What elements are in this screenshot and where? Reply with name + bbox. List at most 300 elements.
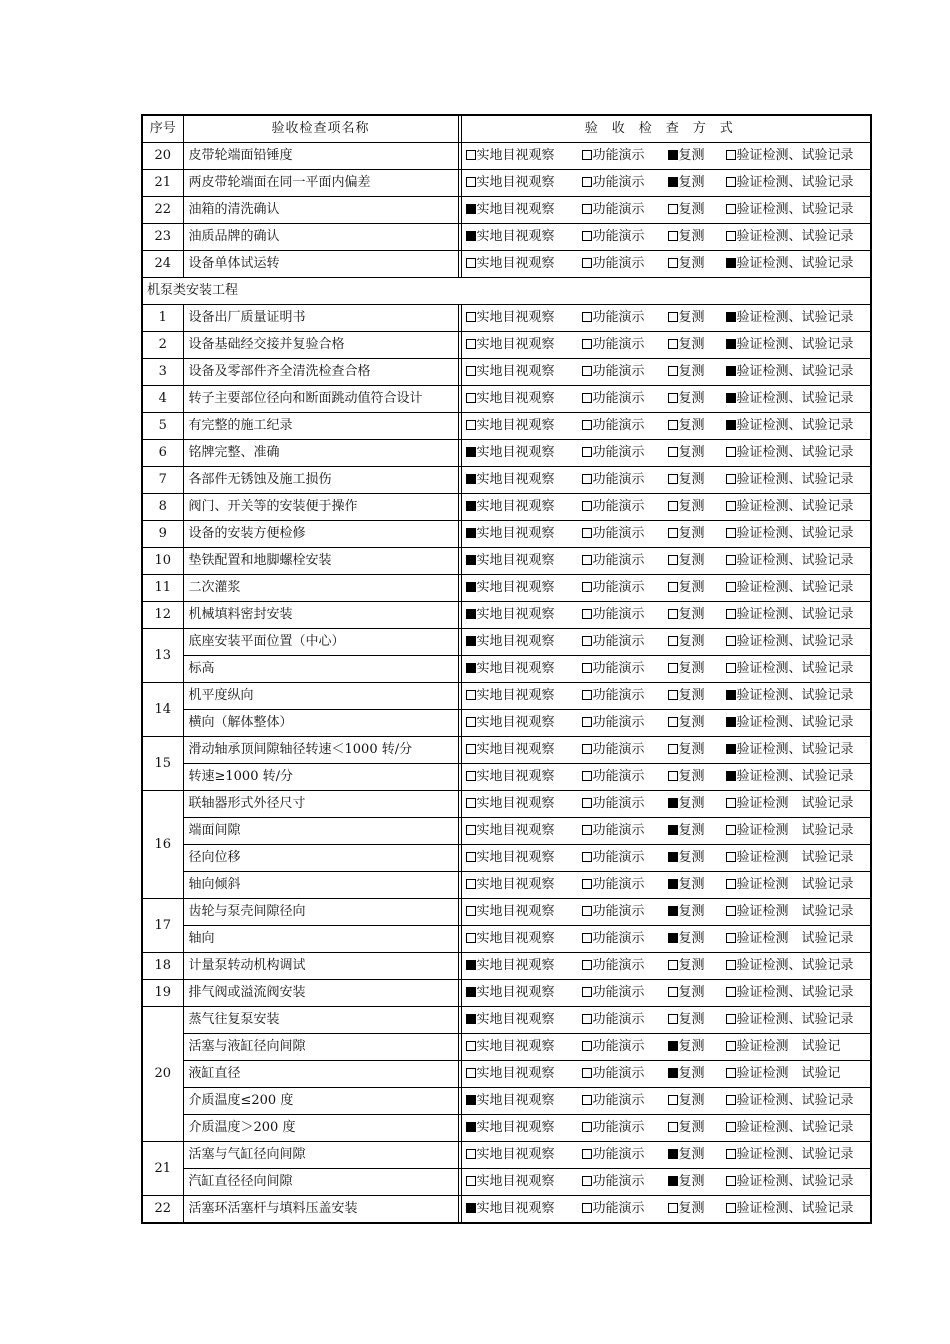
method-option[interactable] bbox=[466, 467, 555, 493]
method-option[interactable] bbox=[582, 143, 645, 169]
method-option[interactable] bbox=[582, 386, 645, 412]
method-option[interactable] bbox=[582, 575, 645, 601]
method-option[interactable] bbox=[582, 1088, 645, 1114]
method-option[interactable] bbox=[466, 1007, 555, 1033]
method-option[interactable] bbox=[582, 710, 645, 736]
checkbox-unchecked-icon[interactable] bbox=[668, 609, 678, 619]
checkbox-checked-icon[interactable] bbox=[466, 204, 476, 214]
method-option[interactable] bbox=[582, 899, 645, 925]
method-option[interactable] bbox=[582, 1007, 645, 1033]
checkbox-unchecked-icon[interactable] bbox=[466, 339, 476, 349]
method-option[interactable] bbox=[466, 737, 555, 763]
method-option[interactable] bbox=[668, 197, 705, 223]
checkbox-unchecked-icon[interactable] bbox=[668, 447, 678, 457]
method-option[interactable] bbox=[466, 872, 555, 898]
checkbox-checked-icon[interactable] bbox=[726, 258, 736, 268]
method-option[interactable] bbox=[466, 1088, 555, 1114]
checkbox-unchecked-icon[interactable] bbox=[726, 1068, 736, 1078]
method-option[interactable] bbox=[726, 1196, 854, 1222]
checkbox-unchecked-icon[interactable] bbox=[668, 960, 678, 970]
checkbox-unchecked-icon[interactable] bbox=[582, 825, 592, 835]
checkbox-unchecked-icon[interactable] bbox=[668, 420, 678, 430]
checkbox-unchecked-icon[interactable] bbox=[466, 690, 476, 700]
checkbox-unchecked-icon[interactable] bbox=[668, 690, 678, 700]
method-option[interactable] bbox=[466, 143, 555, 169]
checkbox-unchecked-icon[interactable] bbox=[466, 906, 476, 916]
method-option[interactable] bbox=[466, 818, 555, 844]
method-option[interactable] bbox=[668, 845, 705, 871]
method-option[interactable] bbox=[726, 1061, 841, 1087]
method-option[interactable] bbox=[582, 872, 645, 898]
method-option[interactable] bbox=[726, 575, 854, 601]
checkbox-unchecked-icon[interactable] bbox=[726, 447, 736, 457]
checkbox-unchecked-icon[interactable] bbox=[726, 987, 736, 997]
checkbox-unchecked-icon[interactable] bbox=[582, 528, 592, 538]
checkbox-checked-icon[interactable] bbox=[466, 1203, 476, 1213]
method-option[interactable] bbox=[466, 980, 555, 1006]
method-option[interactable] bbox=[668, 818, 705, 844]
checkbox-checked-icon[interactable] bbox=[668, 150, 678, 160]
method-option[interactable] bbox=[726, 602, 854, 628]
method-option[interactable] bbox=[668, 521, 705, 547]
checkbox-unchecked-icon[interactable] bbox=[726, 1149, 736, 1159]
method-option[interactable] bbox=[726, 710, 854, 736]
method-option[interactable] bbox=[582, 332, 645, 358]
checkbox-checked-icon[interactable] bbox=[726, 717, 736, 727]
checkbox-unchecked-icon[interactable] bbox=[582, 1176, 592, 1186]
checkbox-checked-icon[interactable] bbox=[668, 879, 678, 889]
checkbox-unchecked-icon[interactable] bbox=[582, 636, 592, 646]
checkbox-unchecked-icon[interactable] bbox=[582, 690, 592, 700]
checkbox-checked-icon[interactable] bbox=[466, 636, 476, 646]
checkbox-checked-icon[interactable] bbox=[726, 771, 736, 781]
checkbox-unchecked-icon[interactable] bbox=[668, 474, 678, 484]
checkbox-unchecked-icon[interactable] bbox=[726, 528, 736, 538]
checkbox-checked-icon[interactable] bbox=[668, 1176, 678, 1186]
checkbox-unchecked-icon[interactable] bbox=[466, 177, 476, 187]
checkbox-unchecked-icon[interactable] bbox=[582, 879, 592, 889]
method-option[interactable] bbox=[726, 413, 854, 439]
checkbox-unchecked-icon[interactable] bbox=[466, 258, 476, 268]
method-option[interactable] bbox=[668, 1007, 705, 1033]
checkbox-unchecked-icon[interactable] bbox=[582, 798, 592, 808]
checkbox-checked-icon[interactable] bbox=[668, 825, 678, 835]
method-option[interactable] bbox=[582, 305, 645, 331]
checkbox-checked-icon[interactable] bbox=[726, 744, 736, 754]
checkbox-unchecked-icon[interactable] bbox=[582, 501, 592, 511]
method-option[interactable] bbox=[668, 332, 705, 358]
method-option[interactable] bbox=[726, 1142, 854, 1168]
method-option[interactable] bbox=[582, 521, 645, 547]
checkbox-unchecked-icon[interactable] bbox=[582, 609, 592, 619]
method-option[interactable] bbox=[466, 548, 555, 574]
checkbox-unchecked-icon[interactable] bbox=[582, 1149, 592, 1159]
method-option[interactable] bbox=[466, 1169, 555, 1195]
method-option[interactable] bbox=[726, 521, 854, 547]
checkbox-unchecked-icon[interactable] bbox=[668, 366, 678, 376]
checkbox-checked-icon[interactable] bbox=[466, 555, 476, 565]
method-option[interactable] bbox=[668, 710, 705, 736]
method-option[interactable] bbox=[726, 467, 854, 493]
checkbox-unchecked-icon[interactable] bbox=[582, 1203, 592, 1213]
method-option[interactable] bbox=[726, 494, 854, 520]
method-option[interactable] bbox=[726, 872, 854, 898]
method-option[interactable] bbox=[668, 953, 705, 979]
method-option[interactable] bbox=[668, 1169, 705, 1195]
method-option[interactable] bbox=[466, 764, 555, 790]
checkbox-unchecked-icon[interactable] bbox=[726, 1041, 736, 1051]
checkbox-unchecked-icon[interactable] bbox=[726, 1014, 736, 1024]
checkbox-unchecked-icon[interactable] bbox=[726, 1176, 736, 1186]
checkbox-checked-icon[interactable] bbox=[668, 933, 678, 943]
method-option[interactable] bbox=[466, 683, 555, 709]
checkbox-checked-icon[interactable] bbox=[726, 339, 736, 349]
checkbox-checked-icon[interactable] bbox=[466, 987, 476, 997]
checkbox-unchecked-icon[interactable] bbox=[582, 663, 592, 673]
checkbox-unchecked-icon[interactable] bbox=[466, 825, 476, 835]
method-option[interactable] bbox=[466, 629, 555, 655]
method-option[interactable] bbox=[668, 548, 705, 574]
checkbox-unchecked-icon[interactable] bbox=[668, 555, 678, 565]
method-option[interactable] bbox=[466, 386, 555, 412]
checkbox-checked-icon[interactable] bbox=[466, 1014, 476, 1024]
checkbox-unchecked-icon[interactable] bbox=[668, 663, 678, 673]
checkbox-unchecked-icon[interactable] bbox=[582, 1068, 592, 1078]
checkbox-unchecked-icon[interactable] bbox=[466, 1068, 476, 1078]
checkbox-unchecked-icon[interactable] bbox=[466, 1149, 476, 1159]
method-option[interactable] bbox=[466, 521, 555, 547]
method-option[interactable] bbox=[726, 1169, 854, 1195]
checkbox-unchecked-icon[interactable] bbox=[668, 393, 678, 403]
method-option[interactable] bbox=[726, 818, 854, 844]
method-option[interactable] bbox=[582, 224, 645, 250]
method-option[interactable] bbox=[668, 629, 705, 655]
method-option[interactable] bbox=[466, 791, 555, 817]
checkbox-unchecked-icon[interactable] bbox=[466, 393, 476, 403]
checkbox-checked-icon[interactable] bbox=[466, 1095, 476, 1105]
method-option[interactable] bbox=[582, 1196, 645, 1222]
method-option[interactable] bbox=[726, 764, 854, 790]
checkbox-unchecked-icon[interactable] bbox=[668, 636, 678, 646]
method-option[interactable] bbox=[668, 440, 705, 466]
method-option[interactable] bbox=[466, 1061, 555, 1087]
method-option[interactable] bbox=[582, 953, 645, 979]
checkbox-unchecked-icon[interactable] bbox=[726, 609, 736, 619]
method-option[interactable] bbox=[466, 602, 555, 628]
method-option[interactable] bbox=[668, 467, 705, 493]
method-option[interactable] bbox=[582, 170, 645, 196]
checkbox-unchecked-icon[interactable] bbox=[582, 960, 592, 970]
checkbox-unchecked-icon[interactable] bbox=[726, 960, 736, 970]
method-option[interactable] bbox=[726, 737, 854, 763]
checkbox-unchecked-icon[interactable] bbox=[668, 1203, 678, 1213]
method-option[interactable] bbox=[668, 386, 705, 412]
checkbox-unchecked-icon[interactable] bbox=[466, 1176, 476, 1186]
method-option[interactable] bbox=[466, 845, 555, 871]
method-option[interactable] bbox=[668, 143, 705, 169]
method-option[interactable] bbox=[582, 440, 645, 466]
checkbox-unchecked-icon[interactable] bbox=[582, 852, 592, 862]
method-option[interactable] bbox=[668, 1142, 705, 1168]
method-option[interactable] bbox=[726, 332, 854, 358]
checkbox-unchecked-icon[interactable] bbox=[582, 258, 592, 268]
checkbox-unchecked-icon[interactable] bbox=[582, 366, 592, 376]
method-option[interactable] bbox=[668, 413, 705, 439]
checkbox-unchecked-icon[interactable] bbox=[466, 717, 476, 727]
method-option[interactable] bbox=[726, 197, 854, 223]
method-option[interactable] bbox=[582, 926, 645, 952]
method-option[interactable] bbox=[726, 386, 854, 412]
method-option[interactable] bbox=[668, 764, 705, 790]
checkbox-unchecked-icon[interactable] bbox=[582, 933, 592, 943]
checkbox-unchecked-icon[interactable] bbox=[668, 1122, 678, 1132]
checkbox-unchecked-icon[interactable] bbox=[726, 501, 736, 511]
checkbox-unchecked-icon[interactable] bbox=[726, 474, 736, 484]
checkbox-unchecked-icon[interactable] bbox=[582, 1041, 592, 1051]
method-option[interactable] bbox=[726, 899, 854, 925]
method-option[interactable] bbox=[466, 1115, 555, 1141]
method-option[interactable] bbox=[466, 251, 555, 277]
method-option[interactable] bbox=[668, 683, 705, 709]
checkbox-checked-icon[interactable] bbox=[668, 852, 678, 862]
method-option[interactable] bbox=[668, 1061, 705, 1087]
method-option[interactable] bbox=[582, 413, 645, 439]
checkbox-unchecked-icon[interactable] bbox=[466, 150, 476, 160]
checkbox-unchecked-icon[interactable] bbox=[726, 798, 736, 808]
method-option[interactable] bbox=[726, 953, 854, 979]
method-option[interactable] bbox=[582, 251, 645, 277]
method-option[interactable] bbox=[726, 1007, 854, 1033]
checkbox-unchecked-icon[interactable] bbox=[582, 906, 592, 916]
checkbox-unchecked-icon[interactable] bbox=[726, 231, 736, 241]
method-option[interactable] bbox=[466, 494, 555, 520]
method-option[interactable] bbox=[726, 629, 854, 655]
method-option[interactable] bbox=[582, 980, 645, 1006]
checkbox-checked-icon[interactable] bbox=[466, 474, 476, 484]
method-option[interactable] bbox=[668, 305, 705, 331]
method-option[interactable] bbox=[466, 197, 555, 223]
method-option[interactable] bbox=[668, 980, 705, 1006]
method-option[interactable] bbox=[582, 818, 645, 844]
method-option[interactable] bbox=[582, 197, 645, 223]
checkbox-unchecked-icon[interactable] bbox=[466, 879, 476, 889]
method-option[interactable] bbox=[668, 224, 705, 250]
checkbox-unchecked-icon[interactable] bbox=[726, 555, 736, 565]
checkbox-checked-icon[interactable] bbox=[668, 177, 678, 187]
method-option[interactable] bbox=[466, 305, 555, 331]
method-option[interactable] bbox=[726, 224, 854, 250]
method-option[interactable] bbox=[466, 413, 555, 439]
method-option[interactable] bbox=[582, 764, 645, 790]
checkbox-unchecked-icon[interactable] bbox=[582, 771, 592, 781]
checkbox-unchecked-icon[interactable] bbox=[726, 150, 736, 160]
checkbox-unchecked-icon[interactable] bbox=[726, 825, 736, 835]
checkbox-unchecked-icon[interactable] bbox=[668, 771, 678, 781]
checkbox-unchecked-icon[interactable] bbox=[726, 1095, 736, 1105]
method-option[interactable] bbox=[726, 1034, 841, 1060]
method-option[interactable] bbox=[582, 602, 645, 628]
method-option[interactable] bbox=[582, 1169, 645, 1195]
checkbox-unchecked-icon[interactable] bbox=[582, 231, 592, 241]
checkbox-unchecked-icon[interactable] bbox=[466, 312, 476, 322]
checkbox-checked-icon[interactable] bbox=[726, 366, 736, 376]
method-option[interactable] bbox=[726, 791, 854, 817]
method-option[interactable] bbox=[582, 845, 645, 871]
checkbox-unchecked-icon[interactable] bbox=[582, 204, 592, 214]
method-option[interactable] bbox=[726, 305, 854, 331]
checkbox-unchecked-icon[interactable] bbox=[668, 204, 678, 214]
method-option[interactable] bbox=[726, 548, 854, 574]
method-option[interactable] bbox=[466, 359, 555, 385]
method-option[interactable] bbox=[466, 170, 555, 196]
checkbox-unchecked-icon[interactable] bbox=[582, 150, 592, 160]
method-option[interactable] bbox=[466, 1196, 555, 1222]
method-option[interactable] bbox=[726, 1088, 854, 1114]
checkbox-unchecked-icon[interactable] bbox=[582, 474, 592, 484]
method-option[interactable] bbox=[582, 359, 645, 385]
checkbox-unchecked-icon[interactable] bbox=[726, 879, 736, 889]
checkbox-unchecked-icon[interactable] bbox=[726, 1122, 736, 1132]
checkbox-unchecked-icon[interactable] bbox=[582, 339, 592, 349]
checkbox-checked-icon[interactable] bbox=[668, 798, 678, 808]
method-option[interactable] bbox=[466, 710, 555, 736]
checkbox-checked-icon[interactable] bbox=[466, 447, 476, 457]
checkbox-unchecked-icon[interactable] bbox=[466, 744, 476, 754]
checkbox-unchecked-icon[interactable] bbox=[668, 582, 678, 592]
checkbox-unchecked-icon[interactable] bbox=[726, 582, 736, 592]
checkbox-unchecked-icon[interactable] bbox=[726, 1203, 736, 1213]
checkbox-unchecked-icon[interactable] bbox=[668, 231, 678, 241]
checkbox-unchecked-icon[interactable] bbox=[582, 312, 592, 322]
checkbox-unchecked-icon[interactable] bbox=[668, 501, 678, 511]
checkbox-unchecked-icon[interactable] bbox=[668, 258, 678, 268]
checkbox-unchecked-icon[interactable] bbox=[726, 177, 736, 187]
method-option[interactable] bbox=[668, 1115, 705, 1141]
checkbox-unchecked-icon[interactable] bbox=[466, 933, 476, 943]
method-option[interactable] bbox=[582, 683, 645, 709]
checkbox-unchecked-icon[interactable] bbox=[726, 663, 736, 673]
checkbox-checked-icon[interactable] bbox=[466, 501, 476, 511]
method-option[interactable] bbox=[582, 791, 645, 817]
checkbox-unchecked-icon[interactable] bbox=[668, 312, 678, 322]
method-option[interactable] bbox=[726, 170, 854, 196]
method-option[interactable] bbox=[668, 737, 705, 763]
method-option[interactable] bbox=[582, 467, 645, 493]
method-option[interactable] bbox=[726, 980, 854, 1006]
checkbox-unchecked-icon[interactable] bbox=[726, 204, 736, 214]
checkbox-unchecked-icon[interactable] bbox=[726, 636, 736, 646]
method-option[interactable] bbox=[668, 899, 705, 925]
method-option[interactable] bbox=[726, 683, 854, 709]
method-option[interactable] bbox=[668, 1088, 705, 1114]
checkbox-checked-icon[interactable] bbox=[726, 312, 736, 322]
checkbox-checked-icon[interactable] bbox=[466, 663, 476, 673]
method-option[interactable] bbox=[726, 656, 854, 682]
checkbox-unchecked-icon[interactable] bbox=[582, 582, 592, 592]
checkbox-checked-icon[interactable] bbox=[668, 1041, 678, 1051]
method-option[interactable] bbox=[466, 926, 555, 952]
checkbox-unchecked-icon[interactable] bbox=[466, 852, 476, 862]
checkbox-unchecked-icon[interactable] bbox=[582, 1122, 592, 1132]
method-option[interactable] bbox=[668, 251, 705, 277]
method-option[interactable] bbox=[668, 1196, 705, 1222]
method-option[interactable] bbox=[466, 953, 555, 979]
method-option[interactable] bbox=[668, 1034, 705, 1060]
checkbox-checked-icon[interactable] bbox=[668, 1149, 678, 1159]
checkbox-checked-icon[interactable] bbox=[726, 393, 736, 403]
method-option[interactable] bbox=[668, 656, 705, 682]
method-option[interactable] bbox=[466, 1034, 555, 1060]
checkbox-unchecked-icon[interactable] bbox=[668, 1095, 678, 1105]
checkbox-unchecked-icon[interactable] bbox=[582, 420, 592, 430]
method-option[interactable] bbox=[668, 602, 705, 628]
checkbox-checked-icon[interactable] bbox=[466, 609, 476, 619]
checkbox-checked-icon[interactable] bbox=[668, 1068, 678, 1078]
method-option[interactable] bbox=[668, 872, 705, 898]
method-option[interactable] bbox=[726, 440, 854, 466]
method-option[interactable] bbox=[466, 899, 555, 925]
method-option[interactable] bbox=[582, 629, 645, 655]
checkbox-checked-icon[interactable] bbox=[668, 906, 678, 916]
method-option[interactable] bbox=[668, 494, 705, 520]
method-option[interactable] bbox=[582, 1061, 645, 1087]
checkbox-checked-icon[interactable] bbox=[466, 582, 476, 592]
checkbox-checked-icon[interactable] bbox=[726, 420, 736, 430]
checkbox-unchecked-icon[interactable] bbox=[466, 798, 476, 808]
checkbox-unchecked-icon[interactable] bbox=[582, 987, 592, 997]
checkbox-checked-icon[interactable] bbox=[466, 231, 476, 241]
checkbox-unchecked-icon[interactable] bbox=[466, 366, 476, 376]
checkbox-checked-icon[interactable] bbox=[726, 690, 736, 700]
checkbox-unchecked-icon[interactable] bbox=[582, 717, 592, 727]
checkbox-unchecked-icon[interactable] bbox=[668, 339, 678, 349]
method-option[interactable] bbox=[582, 737, 645, 763]
method-option[interactable] bbox=[668, 791, 705, 817]
checkbox-checked-icon[interactable] bbox=[466, 528, 476, 538]
method-option[interactable] bbox=[466, 575, 555, 601]
method-option[interactable] bbox=[582, 1115, 645, 1141]
method-option[interactable] bbox=[582, 656, 645, 682]
checkbox-unchecked-icon[interactable] bbox=[726, 852, 736, 862]
method-option[interactable] bbox=[668, 359, 705, 385]
method-option[interactable] bbox=[668, 926, 705, 952]
method-option[interactable] bbox=[668, 575, 705, 601]
checkbox-unchecked-icon[interactable] bbox=[582, 1014, 592, 1024]
method-option[interactable] bbox=[582, 1142, 645, 1168]
checkbox-unchecked-icon[interactable] bbox=[466, 1041, 476, 1051]
checkbox-unchecked-icon[interactable] bbox=[668, 744, 678, 754]
checkbox-unchecked-icon[interactable] bbox=[668, 1014, 678, 1024]
checkbox-unchecked-icon[interactable] bbox=[668, 717, 678, 727]
method-option[interactable] bbox=[668, 170, 705, 196]
checkbox-unchecked-icon[interactable] bbox=[466, 420, 476, 430]
method-option[interactable] bbox=[726, 359, 854, 385]
method-option[interactable] bbox=[726, 143, 854, 169]
method-option[interactable] bbox=[466, 440, 555, 466]
checkbox-unchecked-icon[interactable] bbox=[582, 177, 592, 187]
method-option[interactable] bbox=[466, 224, 555, 250]
method-option[interactable] bbox=[582, 548, 645, 574]
checkbox-unchecked-icon[interactable] bbox=[582, 555, 592, 565]
method-option[interactable] bbox=[726, 926, 854, 952]
checkbox-unchecked-icon[interactable] bbox=[726, 933, 736, 943]
checkbox-unchecked-icon[interactable] bbox=[582, 1095, 592, 1105]
method-option[interactable] bbox=[726, 251, 854, 277]
checkbox-checked-icon[interactable] bbox=[466, 960, 476, 970]
checkbox-unchecked-icon[interactable] bbox=[668, 987, 678, 997]
checkbox-unchecked-icon[interactable] bbox=[726, 906, 736, 916]
method-option[interactable] bbox=[582, 494, 645, 520]
